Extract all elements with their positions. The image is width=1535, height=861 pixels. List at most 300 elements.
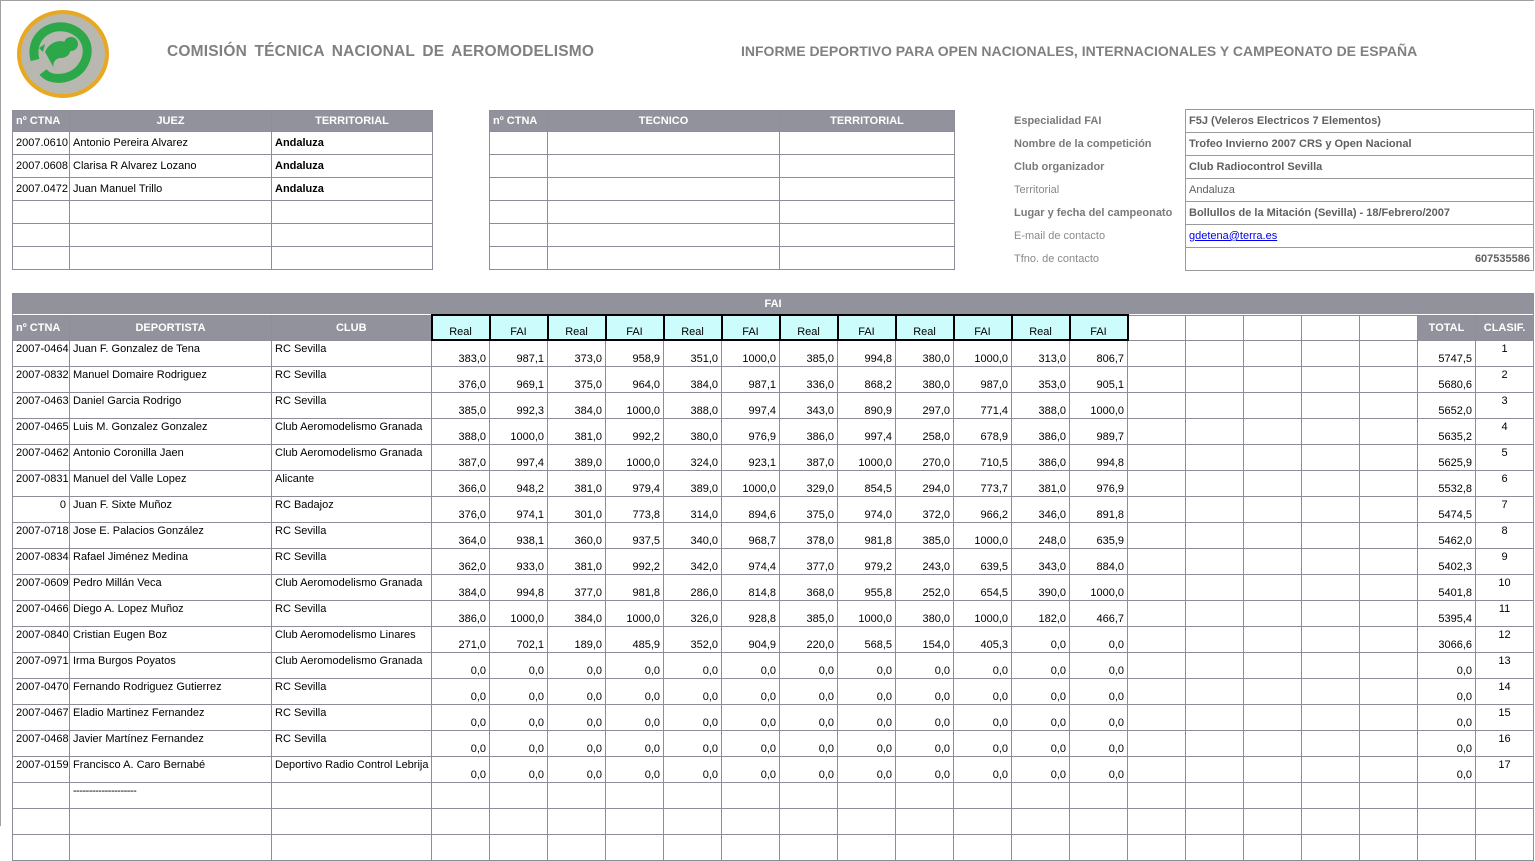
fai-score-cell[interactable]: 905,1 [1070,366,1128,392]
fai-score-cell[interactable]: 979,4 [606,470,664,496]
real-score-cell[interactable] [780,808,838,834]
fai-score-cell[interactable]: 1000,0 [954,340,1012,366]
fai-score-cell[interactable]: 992,3 [490,392,548,418]
fai-score-cell[interactable] [722,782,780,808]
fai-score-cell[interactable]: 966,2 [954,496,1012,522]
fai-score-cell[interactable]: 974,0 [838,496,896,522]
fai-score-cell[interactable]: 773,7 [954,470,1012,496]
real-score-cell[interactable]: 286,0 [664,574,722,600]
real-score-cell[interactable]: 389,0 [548,444,606,470]
real-score-cell[interactable]: 360,0 [548,522,606,548]
real-score-cell[interactable] [1012,834,1070,860]
value-lugar[interactable]: Bollullos de la Mitación (Sevilla) - 18/Febrero/2007 [1186,202,1534,225]
fai-score-cell[interactable]: 0,0 [606,678,664,704]
real-score-cell[interactable]: 0,0 [664,652,722,678]
fai-score-cell[interactable] [838,782,896,808]
real-score-cell[interactable]: 0,0 [664,704,722,730]
fai-score-cell[interactable]: 1000,0 [1070,574,1128,600]
empty-cell[interactable] [1360,834,1418,860]
fai-score-cell[interactable]: 405,3 [954,626,1012,652]
total-cell[interactable]: 5625,9 [1418,444,1476,470]
real-score-cell[interactable]: 343,0 [1012,548,1070,574]
real-score-cell[interactable]: 0,0 [1012,730,1070,756]
real-score-cell[interactable]: 0,0 [548,652,606,678]
empty-cell[interactable] [1302,626,1360,652]
real-score-cell[interactable]: 0,0 [548,704,606,730]
empty-cell[interactable] [1186,704,1244,730]
empty-cell[interactable] [1128,496,1186,522]
fai-score-cell[interactable]: 997,4 [838,418,896,444]
club-cell[interactable]: Club Aeromodelismo Granada [272,418,432,444]
empty-cell[interactable] [1244,470,1302,496]
territorial-cell[interactable] [780,224,955,247]
fai-score-cell[interactable]: 989,7 [1070,418,1128,444]
real-score-cell[interactable]: 385,0 [896,522,954,548]
empty-cell[interactable] [1360,574,1418,600]
fai-score-cell[interactable]: 987,1 [722,366,780,392]
real-score-cell[interactable]: 0,0 [1012,756,1070,782]
fai-score-cell[interactable]: 994,8 [1070,444,1128,470]
real-score-cell[interactable]: 0,0 [1012,678,1070,704]
real-score-cell[interactable]: 0,0 [432,678,490,704]
real-score-cell[interactable]: 0,0 [896,704,954,730]
total-cell[interactable]: 0,0 [1418,730,1476,756]
total-cell[interactable]: 3066,6 [1418,626,1476,652]
clasif-cell[interactable]: 7 [1476,496,1534,522]
fai-score-cell[interactable]: 0,0 [606,704,664,730]
club-cell[interactable]: RC Sevilla [272,548,432,574]
fai-score-cell[interactable]: 938,1 [490,522,548,548]
clasif-cell[interactable]: 12 [1476,626,1534,652]
deportista-cell[interactable]: Manuel del Valle Lopez [70,470,272,496]
territorial-cell[interactable]: Andaluza [272,155,433,178]
real-score-cell[interactable]: 294,0 [896,470,954,496]
total-cell[interactable]: 5462,0 [1418,522,1476,548]
real-score-cell[interactable]: 381,0 [1012,470,1070,496]
empty-cell[interactable] [1128,418,1186,444]
empty-cell[interactable] [1360,366,1418,392]
clasif-cell[interactable] [1476,782,1534,808]
empty-cell[interactable] [1186,366,1244,392]
empty-cell[interactable] [1360,548,1418,574]
fai-score-cell[interactable]: 0,0 [838,730,896,756]
real-score-cell[interactable] [780,834,838,860]
real-score-cell[interactable]: 0,0 [664,730,722,756]
name-cell[interactable]: Juan Manuel Trillo [70,178,272,201]
empty-cell[interactable] [1302,834,1360,860]
total-cell[interactable] [1418,808,1476,834]
real-score-cell[interactable]: 386,0 [1012,418,1070,444]
territorial-cell[interactable]: Andaluza [272,132,433,155]
empty-cell[interactable] [1186,392,1244,418]
deportista-cell[interactable] [70,808,272,834]
ctna-cell[interactable] [490,224,548,247]
real-score-cell[interactable]: 385,0 [432,392,490,418]
total-cell[interactable] [1418,782,1476,808]
ctna-cell[interactable]: 2007-0468 [13,730,70,756]
fai-score-cell[interactable]: 635,9 [1070,522,1128,548]
empty-cell[interactable] [1302,652,1360,678]
empty-cell[interactable] [1302,548,1360,574]
empty-cell[interactable] [1244,574,1302,600]
real-score-cell[interactable]: 353,0 [1012,366,1070,392]
real-score-cell[interactable]: 387,0 [432,444,490,470]
fai-score-cell[interactable]: 976,9 [722,418,780,444]
empty-cell[interactable] [1244,392,1302,418]
real-score-cell[interactable]: 0,0 [432,704,490,730]
clasif-cell[interactable]: 8 [1476,522,1534,548]
empty-cell[interactable] [1244,756,1302,782]
club-cell[interactable]: Club Aeromodelismo Linares [272,626,432,652]
ctna-cell[interactable] [13,247,70,270]
real-score-cell[interactable]: 384,0 [548,392,606,418]
deportista-cell[interactable]: Juan F. Gonzalez de Tena [70,340,272,366]
ctna-cell[interactable] [490,247,548,270]
fai-score-cell[interactable]: 678,9 [954,418,1012,444]
deportista-cell[interactable]: Fernando Rodriguez Gutierrez [70,678,272,704]
deportista-cell[interactable]: Eladio Martinez Fernandez [70,704,272,730]
empty-cell[interactable] [1128,678,1186,704]
clasif-cell[interactable]: 10 [1476,574,1534,600]
real-score-cell[interactable]: 381,0 [548,470,606,496]
ctna-cell[interactable]: 2007-0470 [13,678,70,704]
territorial-cell[interactable] [272,247,433,270]
fai-score-cell[interactable]: 702,1 [490,626,548,652]
fai-score-cell[interactable]: 485,9 [606,626,664,652]
empty-cell[interactable] [1186,678,1244,704]
empty-cell[interactable] [1186,444,1244,470]
empty-cell[interactable] [1244,366,1302,392]
real-score-cell[interactable]: 0,0 [896,730,954,756]
empty-cell[interactable] [1186,548,1244,574]
deportista-cell[interactable]: -------------------- [70,782,272,808]
deportista-cell[interactable] [70,834,272,860]
empty-cell[interactable] [1302,366,1360,392]
empty-cell[interactable] [1244,444,1302,470]
fai-score-cell[interactable] [490,834,548,860]
real-score-cell[interactable]: 376,0 [432,366,490,392]
territorial-cell[interactable] [780,178,955,201]
fai-score-cell[interactable]: 0,0 [1070,626,1128,652]
empty-cell[interactable] [1186,470,1244,496]
ctna-cell[interactable]: 2007-0463 [13,392,70,418]
real-score-cell[interactable]: 182,0 [1012,600,1070,626]
club-cell[interactable]: RC Badajoz [272,496,432,522]
total-cell[interactable]: 0,0 [1418,704,1476,730]
empty-cell[interactable] [1128,366,1186,392]
real-score-cell[interactable] [1012,808,1070,834]
real-score-cell[interactable]: 364,0 [432,522,490,548]
clasif-cell[interactable]: 1 [1476,340,1534,366]
ctna-cell[interactable]: 2007-0834 [13,548,70,574]
empty-cell[interactable] [1302,444,1360,470]
real-score-cell[interactable]: 0,0 [780,652,838,678]
real-score-cell[interactable]: 366,0 [432,470,490,496]
fai-score-cell[interactable]: 1000,0 [838,444,896,470]
real-score-cell[interactable]: 340,0 [664,522,722,548]
ctna-cell[interactable] [13,201,70,224]
club-cell[interactable]: RC Sevilla [272,392,432,418]
empty-cell[interactable] [1302,782,1360,808]
real-score-cell[interactable] [432,808,490,834]
real-score-cell[interactable]: 297,0 [896,392,954,418]
real-score-cell[interactable]: 154,0 [896,626,954,652]
email-link[interactable]: gdetena@terra.es [1189,230,1278,242]
deportista-cell[interactable]: Javier Martínez Fernandez [70,730,272,756]
empty-cell[interactable] [1302,600,1360,626]
real-score-cell[interactable]: 314,0 [664,496,722,522]
fai-score-cell[interactable]: 1000,0 [954,522,1012,548]
empty-cell[interactable] [1244,418,1302,444]
empty-cell[interactable] [1302,574,1360,600]
fai-score-cell[interactable]: 0,0 [722,652,780,678]
real-score-cell[interactable]: 326,0 [664,600,722,626]
fai-score-cell[interactable]: 0,0 [606,730,664,756]
empty-cell[interactable] [1186,600,1244,626]
real-score-cell[interactable] [548,782,606,808]
fai-score-cell[interactable]: 891,8 [1070,496,1128,522]
total-cell[interactable]: 5652,0 [1418,392,1476,418]
fai-score-cell[interactable]: 968,7 [722,522,780,548]
real-score-cell[interactable]: 377,0 [780,548,838,574]
ctna-cell[interactable]: 2007.0610 [13,132,70,155]
fai-score-cell[interactable]: 0,0 [490,652,548,678]
ctna-cell[interactable]: 2007-0609 [13,574,70,600]
name-cell[interactable] [548,132,780,155]
fai-score-cell[interactable]: 884,0 [1070,548,1128,574]
total-cell[interactable]: 0,0 [1418,652,1476,678]
fai-score-cell[interactable] [606,782,664,808]
empty-cell[interactable] [1302,418,1360,444]
total-cell[interactable]: 5401,8 [1418,574,1476,600]
real-score-cell[interactable]: 375,0 [780,496,838,522]
fai-score-cell[interactable]: 0,0 [838,652,896,678]
ctna-cell[interactable]: 2007-0832 [13,366,70,392]
real-score-cell[interactable]: 380,0 [896,366,954,392]
real-score-cell[interactable]: 0,0 [548,678,606,704]
ctna-cell[interactable]: 2007-0462 [13,444,70,470]
empty-cell[interactable] [1186,496,1244,522]
club-cell[interactable] [272,808,432,834]
real-score-cell[interactable]: 368,0 [780,574,838,600]
real-score-cell[interactable]: 346,0 [1012,496,1070,522]
real-score-cell[interactable]: 342,0 [664,548,722,574]
real-score-cell[interactable]: 383,0 [432,340,490,366]
real-score-cell[interactable]: 381,0 [548,418,606,444]
real-score-cell[interactable]: 0,0 [896,756,954,782]
fai-score-cell[interactable]: 955,8 [838,574,896,600]
real-score-cell[interactable]: 386,0 [432,600,490,626]
real-score-cell[interactable] [548,834,606,860]
real-score-cell[interactable]: 384,0 [548,600,606,626]
fai-score-cell[interactable] [1070,782,1128,808]
fai-score-cell[interactable]: 710,5 [954,444,1012,470]
fai-score-cell[interactable] [490,808,548,834]
fai-score-cell[interactable]: 0,0 [954,652,1012,678]
fai-score-cell[interactable]: 974,1 [490,496,548,522]
deportista-cell[interactable]: Francisco A. Caro Bernabé [70,756,272,782]
empty-cell[interactable] [1244,548,1302,574]
real-score-cell[interactable]: 0,0 [432,652,490,678]
real-score-cell[interactable]: 380,0 [664,418,722,444]
real-score-cell[interactable]: 387,0 [780,444,838,470]
value-territorial[interactable]: Andaluza [1186,179,1534,202]
total-cell[interactable]: 5474,5 [1418,496,1476,522]
fai-score-cell[interactable]: 1000,0 [1070,392,1128,418]
fai-score-cell[interactable]: 992,2 [606,418,664,444]
real-score-cell[interactable] [664,782,722,808]
fai-score-cell[interactable]: 0,0 [954,678,1012,704]
total-cell[interactable]: 5635,2 [1418,418,1476,444]
fai-score-cell[interactable]: 890,9 [838,392,896,418]
empty-cell[interactable] [1244,730,1302,756]
empty-cell[interactable] [1360,782,1418,808]
deportista-cell[interactable]: Jose E. Palacios González [70,522,272,548]
territorial-cell[interactable] [272,201,433,224]
real-score-cell[interactable]: 352,0 [664,626,722,652]
real-score-cell[interactable]: 372,0 [896,496,954,522]
real-score-cell[interactable]: 386,0 [780,418,838,444]
empty-cell[interactable] [1244,704,1302,730]
empty-cell[interactable] [1186,756,1244,782]
total-cell[interactable] [1418,834,1476,860]
fai-score-cell[interactable]: 987,1 [490,340,548,366]
empty-cell[interactable] [1244,496,1302,522]
real-score-cell[interactable]: 243,0 [896,548,954,574]
empty-cell[interactable] [1302,756,1360,782]
fai-score-cell[interactable]: 0,0 [838,678,896,704]
fai-score-cell[interactable]: 1000,0 [838,600,896,626]
real-score-cell[interactable]: 375,0 [548,366,606,392]
empty-cell[interactable] [1244,652,1302,678]
empty-cell[interactable] [1360,444,1418,470]
name-cell[interactable]: Antonio Pereira Alvarez [70,132,272,155]
empty-cell[interactable] [1302,730,1360,756]
club-cell[interactable]: Club Aeromodelismo Granada [272,444,432,470]
real-score-cell[interactable]: 0,0 [780,730,838,756]
deportista-cell[interactable]: Rafael Jiménez Medina [70,548,272,574]
fai-score-cell[interactable]: 0,0 [838,756,896,782]
clasif-cell[interactable]: 11 [1476,600,1534,626]
ctna-cell[interactable] [490,201,548,224]
real-score-cell[interactable] [896,782,954,808]
name-cell[interactable] [548,224,780,247]
fai-score-cell[interactable]: 994,8 [838,340,896,366]
empty-cell[interactable] [1128,782,1186,808]
fai-score-cell[interactable]: 0,0 [1070,756,1128,782]
empty-cell[interactable] [1128,340,1186,366]
real-score-cell[interactable] [780,782,838,808]
fai-score-cell[interactable]: 981,8 [838,522,896,548]
club-cell[interactable]: RC Sevilla [272,340,432,366]
empty-cell[interactable] [1360,418,1418,444]
fai-score-cell[interactable]: 894,6 [722,496,780,522]
empty-cell[interactable] [1360,652,1418,678]
empty-cell[interactable] [1244,522,1302,548]
fai-score-cell[interactable]: 1000,0 [606,444,664,470]
empty-cell[interactable] [1128,652,1186,678]
name-cell[interactable] [70,224,272,247]
fai-score-cell[interactable]: 992,2 [606,548,664,574]
ctna-cell[interactable]: 2007-0971 [13,652,70,678]
clasif-cell[interactable]: 17 [1476,756,1534,782]
real-score-cell[interactable]: 0,0 [432,756,490,782]
real-score-cell[interactable]: 0,0 [664,756,722,782]
empty-cell[interactable] [1244,808,1302,834]
fai-score-cell[interactable]: 1000,0 [490,418,548,444]
fai-score-cell[interactable] [606,808,664,834]
real-score-cell[interactable]: 362,0 [432,548,490,574]
fai-score-cell[interactable]: 997,4 [490,444,548,470]
fai-score-cell[interactable]: 928,8 [722,600,780,626]
real-score-cell[interactable] [664,808,722,834]
clasif-cell[interactable]: 2 [1476,366,1534,392]
total-cell[interactable]: 5395,4 [1418,600,1476,626]
fai-score-cell[interactable]: 814,8 [722,574,780,600]
clasif-cell[interactable] [1476,834,1534,860]
real-score-cell[interactable] [548,808,606,834]
empty-cell[interactable] [1360,600,1418,626]
deportista-cell[interactable]: Daniel Garcia Rodrigo [70,392,272,418]
empty-cell[interactable] [1360,808,1418,834]
club-cell[interactable]: RC Sevilla [272,600,432,626]
empty-cell[interactable] [1302,808,1360,834]
fai-score-cell[interactable]: 0,0 [722,756,780,782]
club-cell[interactable]: RC Sevilla [272,522,432,548]
real-score-cell[interactable] [664,834,722,860]
real-score-cell[interactable]: 381,0 [548,548,606,574]
club-cell[interactable] [272,782,432,808]
real-score-cell[interactable]: 386,0 [1012,444,1070,470]
empty-cell[interactable] [1186,522,1244,548]
fai-score-cell[interactable] [606,834,664,860]
fai-score-cell[interactable] [954,834,1012,860]
fai-score-cell[interactable] [838,808,896,834]
fai-score-cell[interactable]: 1000,0 [954,600,1012,626]
real-score-cell[interactable]: 0,0 [896,652,954,678]
fai-score-cell[interactable]: 958,9 [606,340,664,366]
empty-cell[interactable] [1360,496,1418,522]
empty-cell[interactable] [1244,834,1302,860]
fai-score-cell[interactable]: 969,1 [490,366,548,392]
clasif-cell[interactable]: 15 [1476,704,1534,730]
fai-score-cell[interactable]: 0,0 [954,756,1012,782]
empty-cell[interactable] [1360,756,1418,782]
ctna-cell[interactable]: 2007-0159 [13,756,70,782]
ctna-cell[interactable] [13,224,70,247]
empty-cell[interactable] [1302,392,1360,418]
ctna-cell[interactable]: 2007-0464 [13,340,70,366]
real-score-cell[interactable]: 351,0 [664,340,722,366]
ctna-cell[interactable]: 2007-0465 [13,418,70,444]
name-cell[interactable] [548,178,780,201]
ctna-cell[interactable]: 0 [13,496,70,522]
fai-score-cell[interactable]: 987,0 [954,366,1012,392]
fai-score-cell[interactable]: 904,9 [722,626,780,652]
empty-cell[interactable] [1302,470,1360,496]
real-score-cell[interactable] [432,782,490,808]
fai-score-cell[interactable]: 976,9 [1070,470,1128,496]
ctna-cell[interactable]: 2007-0831 [13,470,70,496]
real-score-cell[interactable]: 380,0 [896,340,954,366]
fai-score-cell[interactable]: 0,0 [954,730,1012,756]
club-cell[interactable]: Club Aeromodelismo Granada [272,652,432,678]
clasif-cell[interactable]: 14 [1476,678,1534,704]
fai-score-cell[interactable]: 0,0 [1070,704,1128,730]
empty-cell[interactable] [1128,574,1186,600]
real-score-cell[interactable] [432,834,490,860]
real-score-cell[interactable]: 389,0 [664,470,722,496]
